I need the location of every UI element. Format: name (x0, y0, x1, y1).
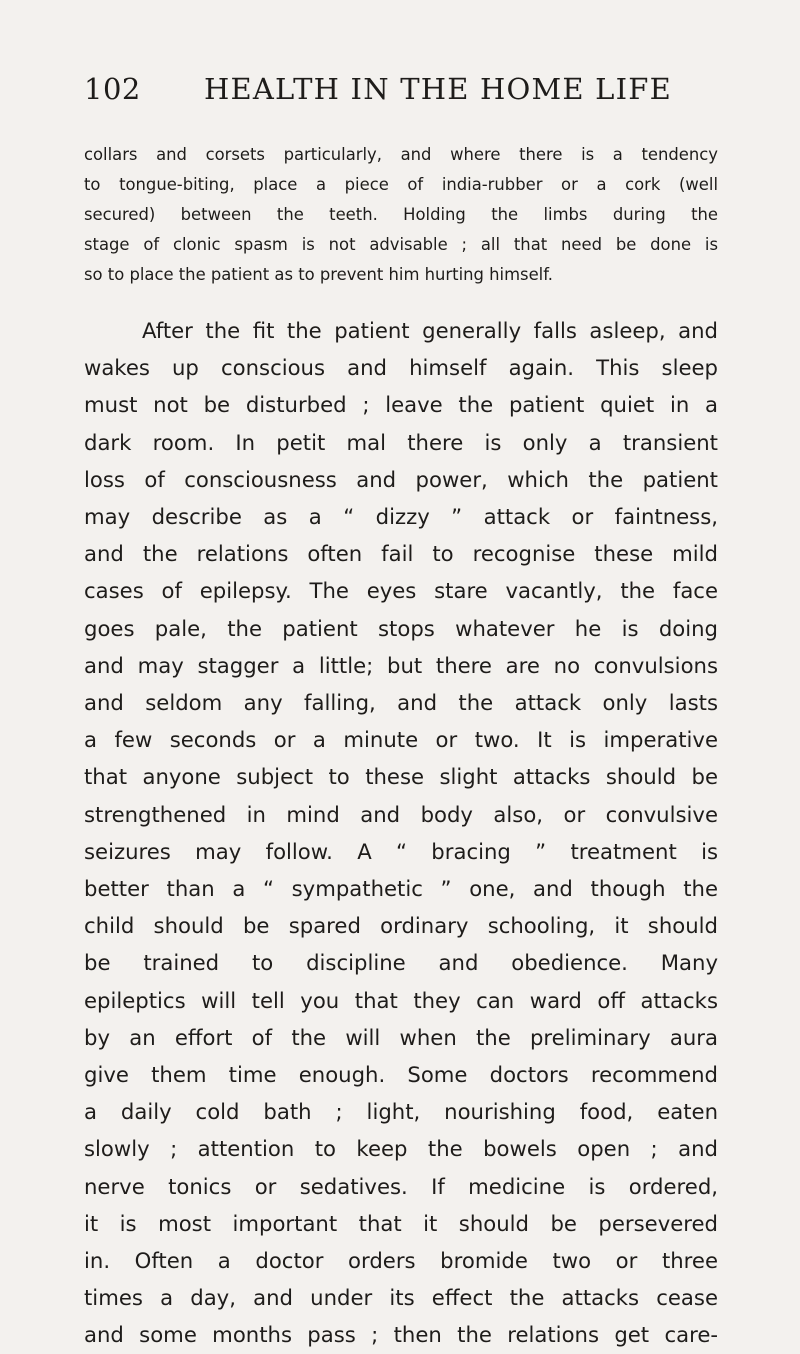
text-line: slowly ; attention to keep the bowels open ; and (84, 1136, 718, 1162)
text-line: seizures may follow. A “ bracing ” treatment is (84, 838, 718, 864)
text-line: and the relations often fail to recognise these mild (84, 541, 718, 567)
text-line: and seldom any falling, and the attack only lasts (84, 690, 718, 716)
text-line: by an effort of the will when the preliminary aura (84, 1024, 718, 1050)
text-line: collars and corsets particularly, and where there is a tendency (84, 145, 718, 164)
text-line: secured) between the teeth. Holding the limbs during the (84, 205, 718, 224)
text-line: give them time enough. Some doctors recommend (84, 1062, 718, 1088)
text-line: to tongue-biting, place a piece of india-rubber or a cork (well (84, 175, 718, 194)
text-line: better than a “ sympathetic ” one, and though the (84, 876, 718, 902)
text-line: times a day, and under its effect the attacks cease (84, 1285, 718, 1311)
paragraph-1 (84, 140, 718, 290)
text-line: be trained to discipline and obedience. Many (84, 950, 718, 976)
text-line: and may stagger a little; but there are no convulsions (84, 652, 718, 678)
text-line: stage of clonic spasm is not advisable ; all that need be done is (84, 235, 718, 254)
text-line: may describe as a “ dizzy ” attack or faintness, (84, 504, 718, 530)
running-title: HEALTH IN THE HOME LIFE (204, 72, 672, 106)
page-header (84, 64, 720, 114)
text-line: goes pale, the patient stops whatever he is doing (84, 615, 718, 641)
page-number: 102 (84, 72, 141, 106)
text-line: wakes up conscious and himself again. This sleep (84, 355, 718, 381)
text-line: strengthened in mind and body also, or convulsive (84, 801, 718, 827)
text-line: a daily cold bath ; light, nourishing food, eaten (84, 1099, 718, 1125)
text-line: child should be spared ordinary schooling, it should (84, 913, 718, 939)
text-line: that anyone subject to these slight attacks should be (84, 764, 718, 790)
text-line: and some months pass ; then the relations get care- (84, 1322, 718, 1348)
text-line: cases of epilepsy. The eyes stare vacantly, the face (84, 578, 718, 604)
text-line: so to place the patient as to prevent him hurting himself. (84, 265, 554, 284)
text-line: must not be disturbed ; leave the patient quiet in a (84, 392, 718, 418)
text-line: dark room. In petit mal there is only a transient (84, 429, 718, 455)
text-line: a few seconds or a minute or two. It is imperative (84, 727, 718, 753)
text-line: nerve tonics or sedatives. If medicine is ordered, (84, 1173, 718, 1199)
text-line: After the fit the patient generally falls asleep, and (142, 318, 718, 343)
text-line: it is most important that it should be persevered (84, 1210, 718, 1236)
paragraph-2 (84, 312, 718, 1354)
text-line: loss of consciousness and power, which the patient (84, 466, 718, 492)
text-line: epileptics will tell you that they can ward off attacks (84, 987, 718, 1013)
text-line: in. Often a doctor orders bromide two or three (84, 1248, 718, 1274)
